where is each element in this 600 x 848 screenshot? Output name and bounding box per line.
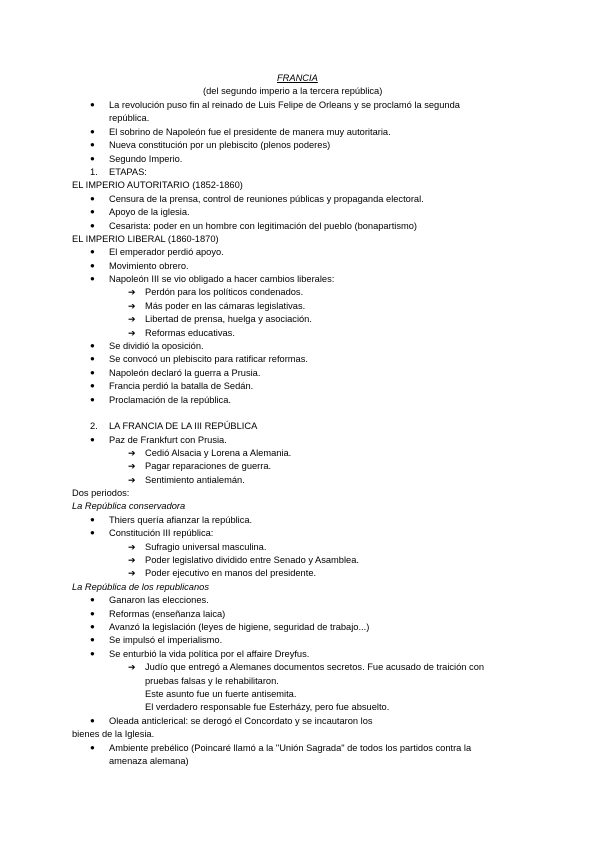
bullet-icon: ● [90,274,95,283]
sub-list-item-continuation: El verdadero responsable fue Esterházy, pero fue absuelto. [145,702,390,712]
arrow-icon: ➔ [128,314,136,324]
list-item: Nueva constitución por un plebiscito (plenos poderes) [109,140,331,150]
list-item: Ganaron las elecciones. [109,595,209,605]
section-number: 1. [90,167,98,177]
sub-list-item: Perdón para los políticos condenados. [145,287,304,297]
bullet-icon: ● [90,247,95,256]
arrow-icon: ➔ [128,301,136,311]
bullet-icon: ● [90,207,95,216]
bullet-icon: ● [90,341,95,350]
list-item: Constitución III república: [109,528,214,538]
list-item: Reformas (enseñanza laica) [109,609,226,619]
list-item: Se impulsó el imperialismo. [109,635,223,645]
list-item: El sobrino de Napoleón fue el presidente de manera muy autoritaria. [109,127,391,137]
arrow-icon: ➔ [128,287,136,297]
list-item: Movimiento obrero. [109,261,189,271]
sub-list-item: Sentimiento antialemán. [145,475,245,485]
subsection-heading: EL IMPERIO LIBERAL (1860-1870) [72,234,219,244]
arrow-icon: ➔ [128,448,136,458]
arrow-icon: ➔ [128,568,136,578]
subsection-heading: La República de los republicanos [72,582,209,592]
arrow-icon: ➔ [128,328,136,338]
arrow-icon: ➔ [128,542,136,552]
bullet-icon: ● [90,194,95,203]
bullet-icon: ● [90,743,95,752]
list-item: Censura de la prensa, control de reuniones públicas y propaganda electoral. [109,194,424,204]
list-item: El emperador perdió apoyo. [109,247,224,257]
bullet-icon: ● [90,354,95,363]
sub-list-item-continuation: Este asunto fue un fuerte antisemita. [145,689,297,699]
arrow-icon: ➔ [128,475,136,485]
list-item: Proclamación de la república. [109,395,231,405]
bullet-icon: ● [90,635,95,644]
page-subtitle: (del segundo imperio a la tercera república) [203,86,383,96]
list-item: Avanzó la legislación (leyes de higiene, seguridad de trabajo...) [109,622,370,632]
bullet-icon: ● [90,716,95,725]
sub-list-item: Sufragio universal masculina. [145,542,267,552]
bullet-icon: ● [90,368,95,377]
list-item: Oleada anticlerical: se derogó el Concordato y se incautaron los [109,716,373,726]
bullet-icon: ● [90,381,95,390]
section-number: 2. [90,421,98,431]
sub-list-item-continuation: pruebas falsas y le rehabilitaron. [145,676,279,686]
bullet-icon: ● [90,221,95,230]
list-item: Paz de Frankfurt con Prusia. [109,435,227,445]
subsection-heading: EL IMPERIO AUTORITARIO (1852-1860) [72,180,243,190]
arrow-icon: ➔ [128,662,136,672]
bullet-icon: ● [90,261,95,270]
section-heading: ETAPAS: [109,167,147,177]
list-item: Napoleón declaró la guerra a Prusia. [109,368,261,378]
periods-label: Dos periodos: [72,488,130,498]
arrow-icon: ➔ [128,555,136,565]
list-item-continuation: república. [109,113,150,123]
list-item: Se dividió la oposición. [109,341,204,351]
sub-list-item: Más poder en las cámaras legislativas. [145,301,306,311]
arrow-icon: ➔ [128,461,136,471]
sub-list-item: Pagar reparaciones de guerra. [145,461,272,471]
bullet-icon: ● [90,528,95,537]
bullet-icon: ● [90,395,95,404]
page-title: FRANCIA [277,73,318,83]
list-item: Thiers quería afianzar la república. [109,515,253,525]
list-item: Apoyo de la iglesia. [109,207,190,217]
list-item-continuation: bienes de la Iglesia. [72,729,155,739]
list-item: La revolución puso fin al reinado de Luis Felipe de Orleans y se proclamó la segunda [109,100,460,110]
list-item: Segundo Imperio. [109,154,183,164]
list-item-continuation: amenaza alemana) [109,756,189,766]
list-item: Napoleón III se vio obligado a hacer cambios liberales: [109,274,335,284]
bullet-icon: ● [90,649,95,658]
list-item: Se convocó un plebiscito para ratificar reformas. [109,354,308,364]
sub-list-item: Judío que entregó a Alemanes documentos secretos. Fue acusado de traición con [145,662,485,672]
sub-list-item: Libertad de prensa, huelga y asociación. [145,314,312,324]
subsection-heading: La República conservadora [72,501,186,511]
list-item: Ambiente prebélico (Poincaré llamó a la "Unión Sagrada" de todos los partidos contra la [109,743,472,753]
section-heading: LA FRANCIA DE LA III REPÚBLICA [109,421,258,431]
list-item: Cesarista: poder en un hombre con legitimación del pueblo (bonapartismo) [109,221,418,231]
bullet-icon: ● [90,609,95,618]
bullet-icon: ● [90,515,95,524]
bullet-icon: ● [90,435,95,444]
list-item: Francia perdió la batalla de Sedán. [109,381,254,391]
bullet-icon: ● [90,140,95,149]
list-item: Se enturbió la vida política por el affaire Dreyfus. [109,649,310,659]
bullet-icon: ● [90,127,95,136]
bullet-icon: ● [90,622,95,631]
bullet-icon: ● [90,154,95,163]
sub-list-item: Cedió Alsacia y Lorena a Alemania. [145,448,292,458]
sub-list-item: Poder ejecutivo en manos del presidente. [145,568,317,578]
bullet-icon: ● [90,595,95,604]
sub-list-item: Reformas educativas. [145,328,235,338]
sub-list-item: Poder legislativo dividido entre Senado y Asamblea. [145,555,359,565]
bullet-icon: ● [90,100,95,109]
